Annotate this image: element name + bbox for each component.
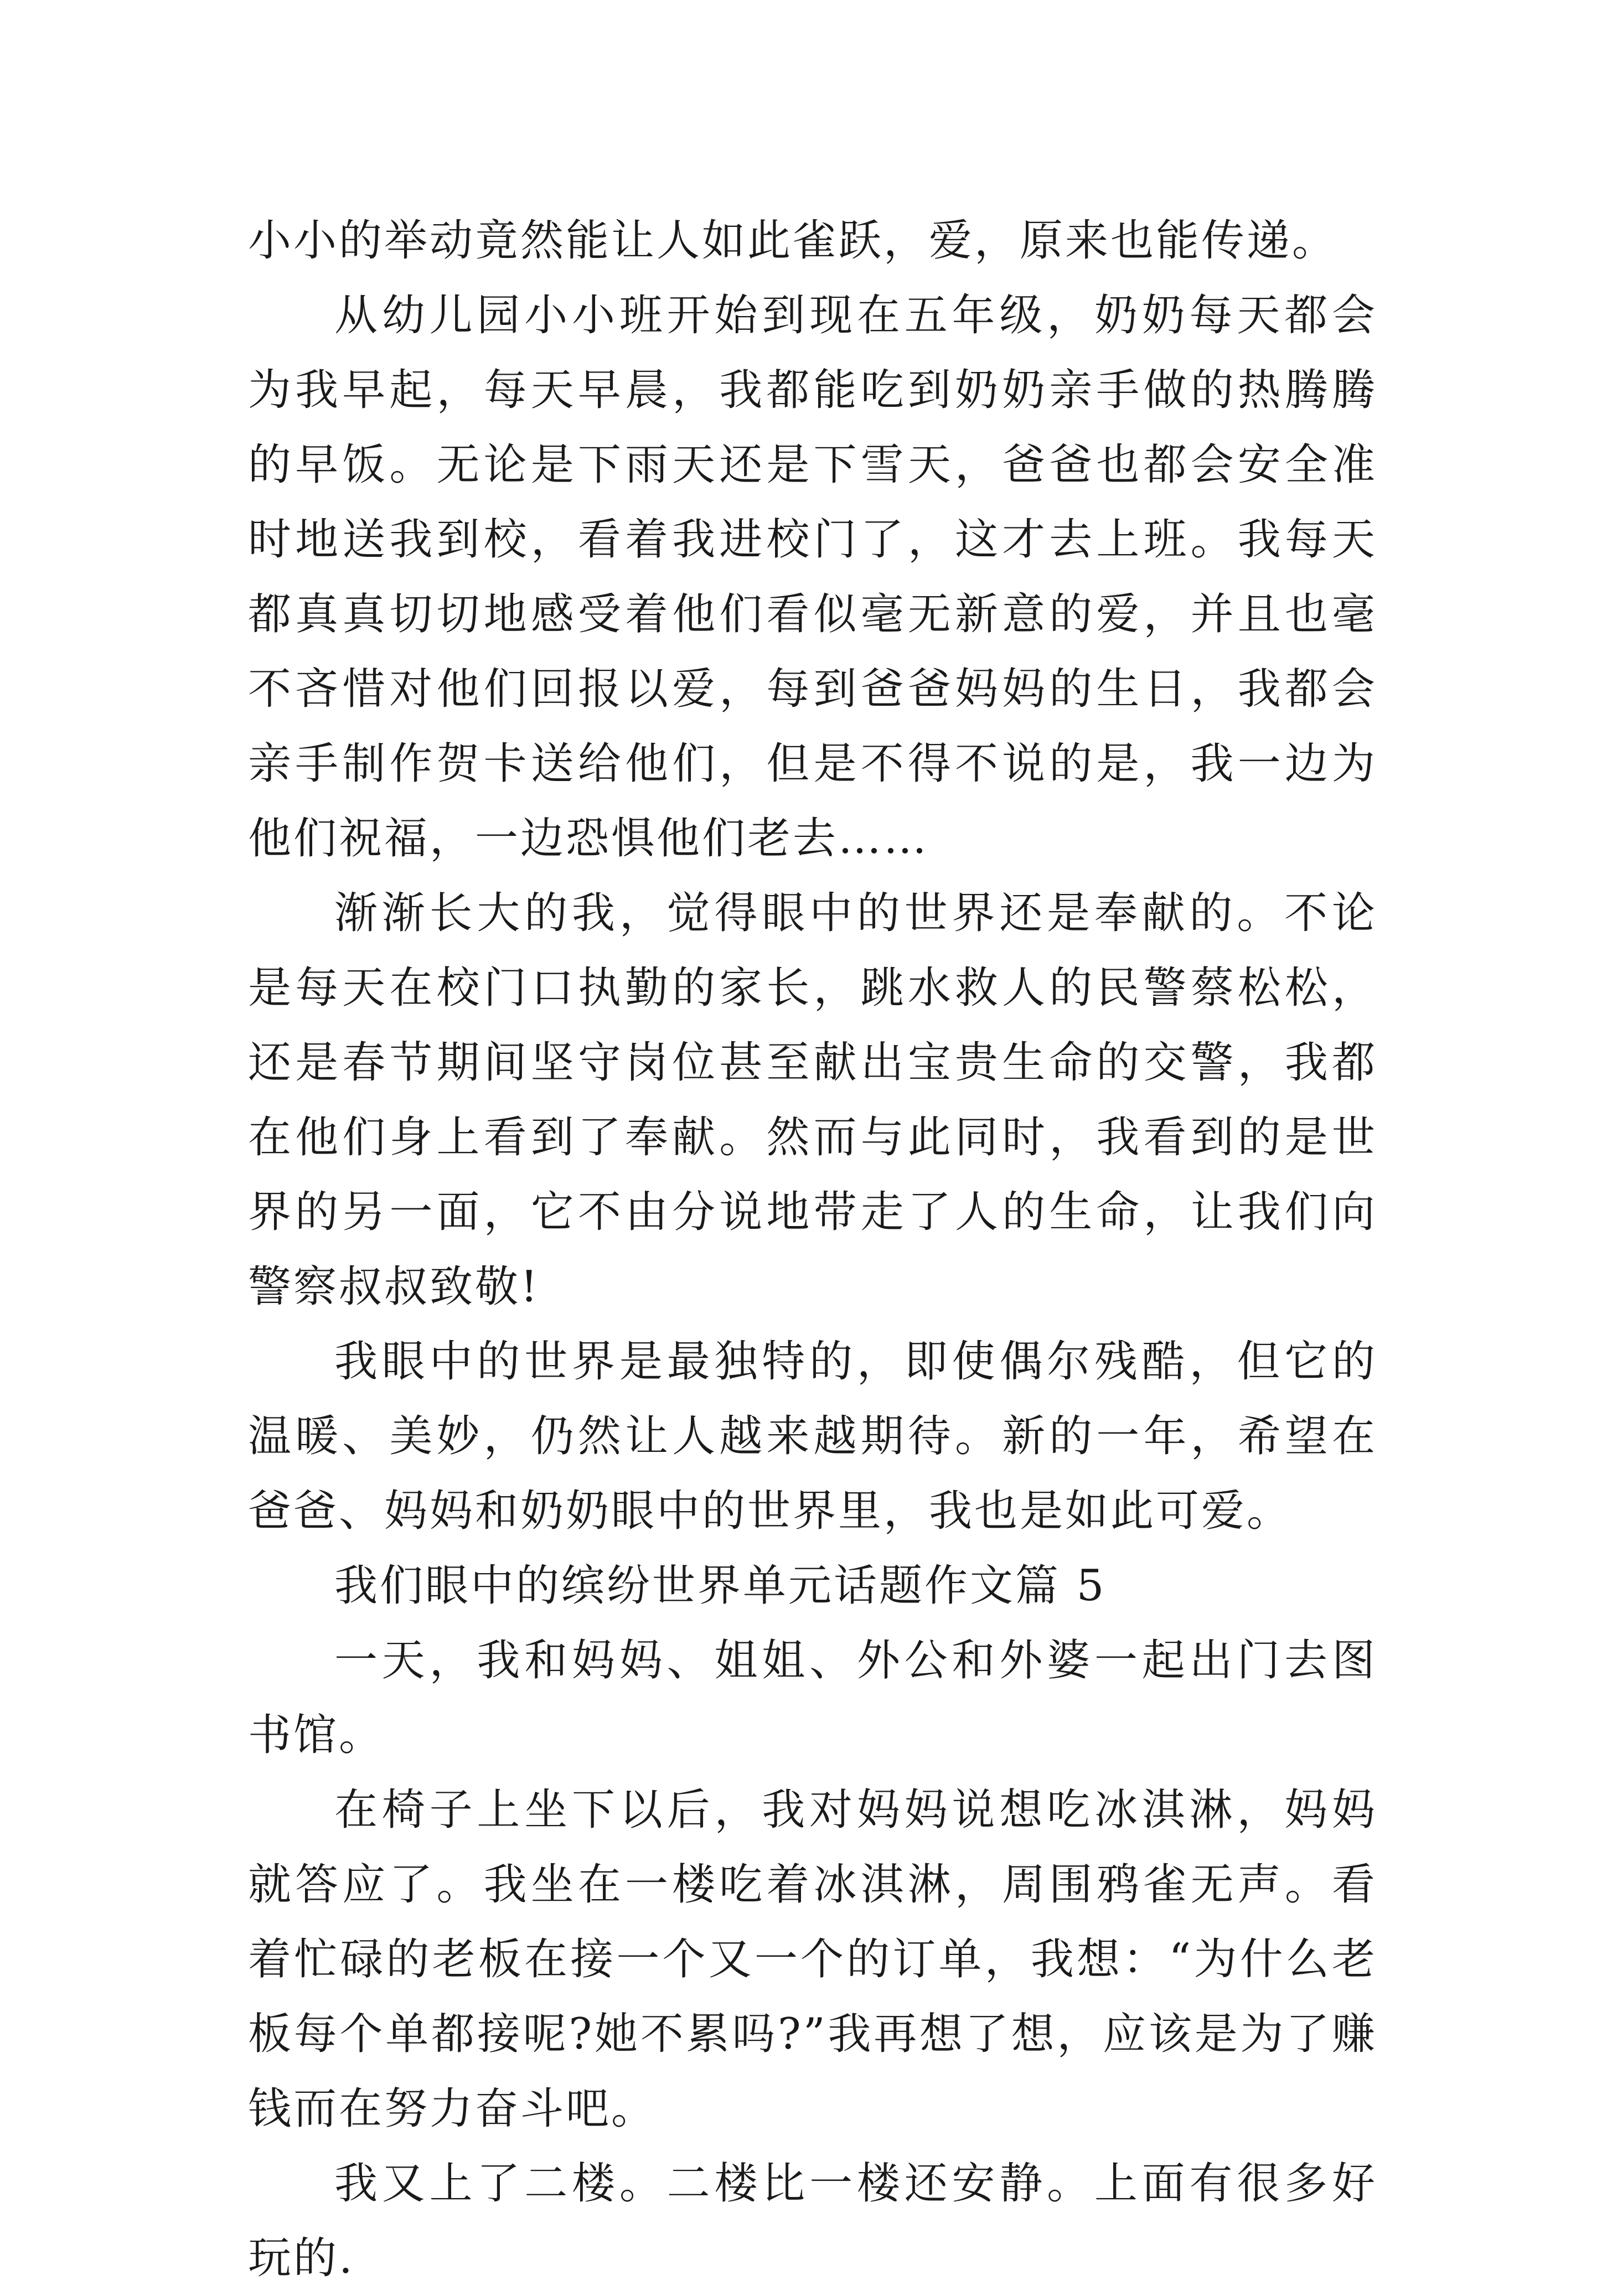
paragraph: 渐渐长大的我，觉得眼中的世界还是奉献的。不论是每天在校门口执勤的家长，跳水救人的民警蔡松松，还是春节期间坚守岗位甚至献出宝贵生命的交警，我都在他们身上看到了奉献。然而与此同时，我看到的是世界的另一面，它不由分说地带走了人的生命，让我们向警察叔叔致敬! bbox=[248, 888, 1377, 1312]
paragraph: 一天，我和妈妈、姐姐、外公和外婆一起出门去图书馆。 bbox=[248, 1636, 1377, 1760]
paragraph: 在椅子上坐下以后，我对妈妈说想吃冰淇淋，妈妈就答应了。我坐在一楼吃着冰淇淋，周围鸦雀无声。看着忙碌的老板在接一个又一个的订单，我想：“为什么老板每个单都接呢?她不累吗?”我再想了想，应该是为了赚钱而在努力奋斗吧。 bbox=[248, 1785, 1377, 2134]
section-heading: 我们眼中的缤纷世界单元话题作文篇 5 bbox=[334, 1561, 1107, 1611]
paragraph: 从幼儿园小小班开始到现在五年级，奶奶每天都会为我早起，每天早晨，我都能吃到奶奶亲手做的热腾腾的早饭。无论是下雨天还是下雪天，爸爸也都会安全准时地送我到校，看着我进校门了，这才去上班。我每天都真真切切地感受着他们看似毫无新意的爱，并且也毫不吝惜对他们回报以爱，每到爸爸妈妈的生日，我都会亲手制作贺卡送给他们，但是不得不说的是，我一边为他们祝福，一边恐惧他们老去…… bbox=[248, 291, 1377, 863]
paragraph: 我眼中的世界是最独特的，即使偶尔残酷，但它的温暖、美妙，仍然让人越来越期待。新的一年，希望在爸爸、妈妈和奶奶眼中的世界里，我也是如此可爱。 bbox=[248, 1337, 1377, 1536]
paragraph: 小小的举动竟然能让人如此雀跃，爱，原来也能传递。 bbox=[248, 216, 1338, 266]
body-text bbox=[248, 204, 1377, 2296]
paragraph: 我又上了二楼。二楼比一楼还安静。上面有很多好玩的. bbox=[248, 2159, 1377, 2283]
